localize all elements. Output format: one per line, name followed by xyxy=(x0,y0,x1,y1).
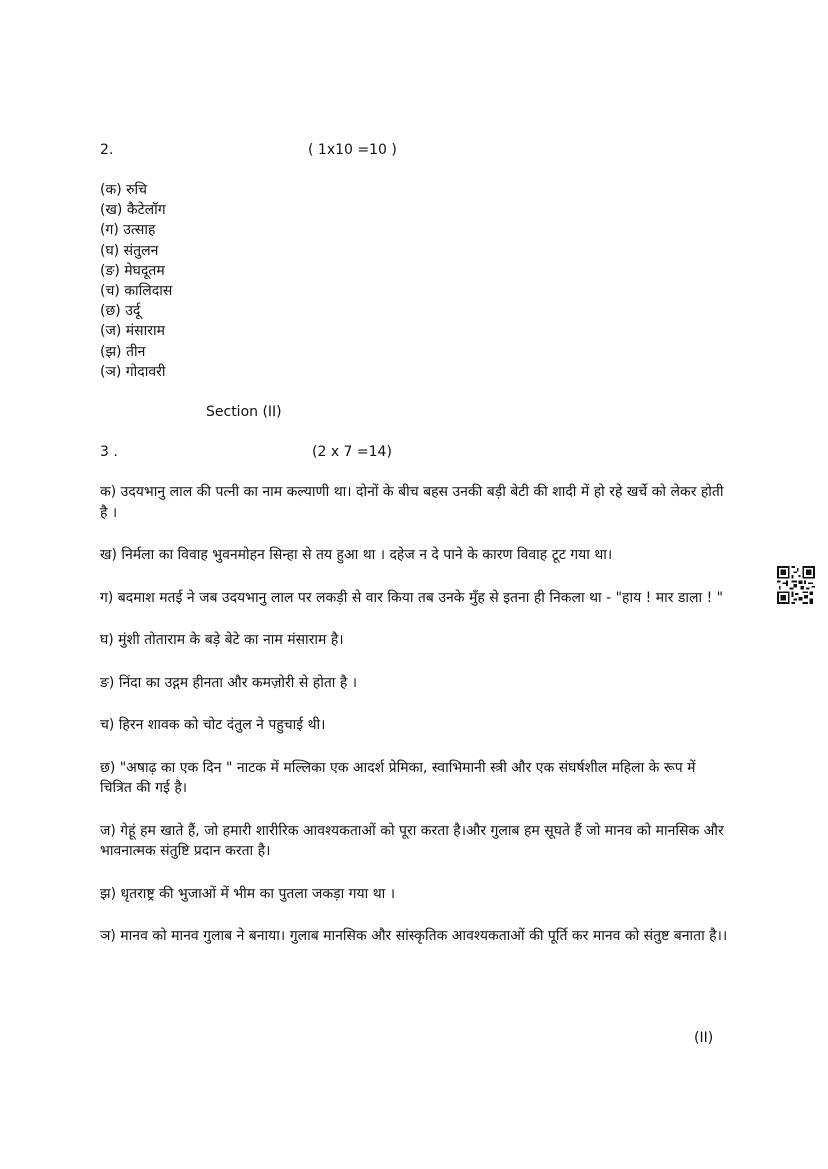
list-item: (ङ) मेघदूतम xyxy=(100,262,165,279)
answer-paragraph: झ) धृतराष्ट्र की भुजाओं में भीम का पुतला जकड़ा गया था । xyxy=(100,885,396,902)
answer-paragraph: च) हिरन शावक को चोट दंतुल ने पहुचाई थी। xyxy=(100,717,326,733)
answer-paragraph: ङ) निंदा का उद्गम हीनता और कमज़ोरी से होता है । xyxy=(100,674,358,691)
question-3-number: 3 . xyxy=(100,444,118,460)
question-2-answer-list xyxy=(100,180,172,382)
list-item: (घ) संतुलन xyxy=(100,242,159,259)
answer-paragraph: छ) "अषाढ़ का एक दिन " नाटक में मल्लिका एक आदर्श प्रेमिका, स्वाभिमानी स्त्री और एक संघर्षशील महिला के रूप में चित्रित की गई है। xyxy=(100,759,696,796)
page-number: (II) xyxy=(694,1030,714,1046)
list-item: (ञ) गोदावरी xyxy=(100,363,166,380)
list-item: (झ) तीन xyxy=(100,343,146,360)
list-item: (क) रुचि xyxy=(100,182,148,198)
question-2-marks: ( 1x10 =10 ) xyxy=(308,142,397,158)
answer-paragraph: ञ) मानव को मानव गुलाब ने बनाया। गुलाब मानसिक और सांस्कृतिक आवश्यकताओं की पूर्ति कर मानव को संतुष्ट बनाता है।। xyxy=(100,928,728,944)
question-3-marks: (2 x 7 =14) xyxy=(312,444,392,460)
question-2-number: 2. xyxy=(100,142,114,158)
section-heading: Section (II) xyxy=(206,404,282,420)
question-3-answers xyxy=(100,482,728,947)
list-item: (ग) उत्साह xyxy=(100,222,156,239)
answer-paragraph: घ) मुंशी तोताराम के बड़े बेटे का नाम मंसाराम है। xyxy=(100,632,344,648)
list-item: (छ) उर्दू xyxy=(100,303,141,320)
answer-paragraph: ग) बदमाश मतई ने जब उदयभानु लाल पर लकड़ी से वार किया तब उनके मुँह से इतना ही निकला था - "हाय ! मार डाला ! " xyxy=(100,589,724,606)
list-item: (ख) कैटेलॉग xyxy=(100,202,166,219)
answer-paragraph: क) उदयभानु लाल की पत्नी का नाम कल्याणी था। दोनों के बीच बहस उनकी बड़ी बेटी की शादी में हो रहे खर्चे को लेकर होती है । xyxy=(100,484,724,521)
answer-paragraph: ख) निर्मला का विवाह भुवनमोहन सिन्हा से तय हुआ था । दहेज न दे पाने के कारण विवाह टूट गया था। xyxy=(100,547,613,563)
answer-paragraph: ज) गेहूं हम खाते हैं, जो हमारी शारीरिक आवश्यकताओं को पूरा करता है।और गुलाब हम सूघते हैं जो मानव को मानसिक और भावनात्मक संतुष्टि प्रदान करता है। xyxy=(100,822,724,859)
list-item: (च) कालिदास xyxy=(100,282,173,299)
qr-code-icon xyxy=(777,566,815,604)
list-item: (ज) मंसाराम xyxy=(100,323,165,340)
